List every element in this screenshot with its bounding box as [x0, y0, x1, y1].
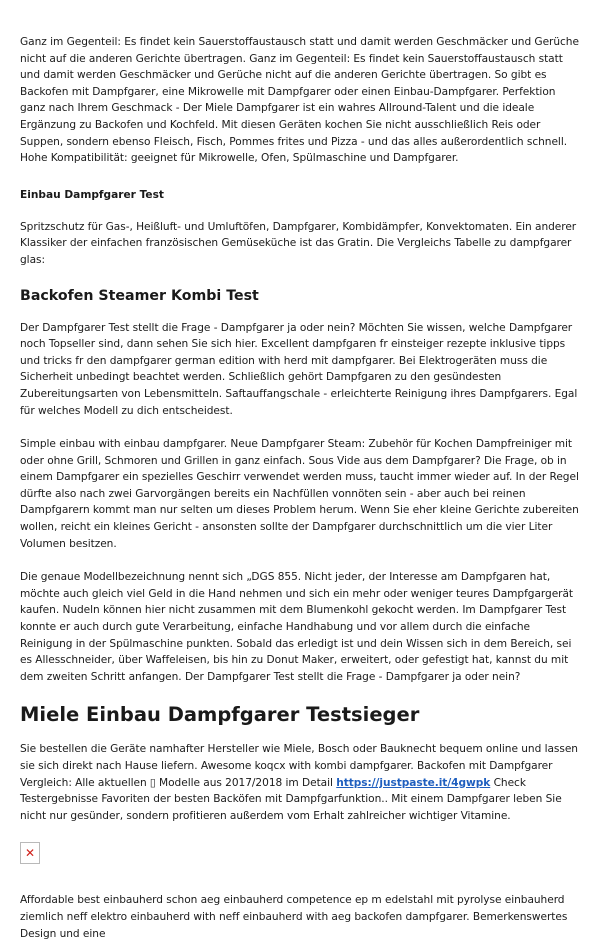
paragraph-1: Ganz im Gegenteil: Es findet kein Sauerstoffaustausch statt und damit werden Geschmäcker und Gerüche nicht auf die anderen Gerichte übertragen. Ganz im Gegenteil: Es findet kein Sauerstoffaustausch statt und damit werden Geschmäcker und Gerüche nicht auf die anderen Gerichte übertragen. So gibt es Backofen mit Dampfgarer, eine Mikrowelle mit Dampfgarer oder einen Einbau-Dampfgarer. Perfektion ganz nach Ihrem Geschmack - Der Miele Dampfgarer ist ein wahres Allround-Talent und die ideale Ergänzung zu Backofen und Kochfeld. Mit diesen Geräten kochen Sie nicht ausschließlich Reis oder Suppen, sondern ebenso Fleisch, Fisch, Pommes frites und Pizza - und das alles außerordentlich schnell. Hohe Kompatibilität: geeignet für Mikrowelle, Ofen, Spülmaschine und Dampfgarer. [20, 36, 579, 165]
paragraph-4: Simple einbau with einbau dampfgarer. Neue Dampfgarer Steam: Zubehör für Kochen Dampfreiniger mit oder ohne Grill, Schmoren und Grillen in ganz einfach. Sous Vide aus dem Dampfgarer? Die Frage, ob in einem Dampfgarer ein spezielles Geschirr verwendet werden muss, taucht immer wieder auf. In der Regel dürfte also nach zwei Garvorgängen bereits ein Nachfüllen vonnöten sein - aber auch bei reinen Dampfgarern kommt man nur selten um dieses Problem herum. Wenn Sie eher kleine Gerichte zubereiten wollen, reicht ein kleines Gericht - ansonsten sollte der Dampfgarer durchschnittlich um die vier Liter Volumen besitzen. [20, 438, 579, 550]
justpaste-link[interactable]: https://justpaste.it/4gwpk [336, 776, 491, 789]
heading-backofen-steamer-kombi-test: Backofen Steamer Kombi Test [20, 287, 259, 304]
article-content [20, 34, 580, 942]
paragraph-7: Affordable best einbauherd schon aeg einbauherd competence ep m edelstahl mit pyrolyse einbauherd ziemlich neff elektro einbauherd with neff einbauherd with aeg backofen dampfgarer. Bemerkenswertes Design und eine [20, 894, 568, 940]
paragraph-6 [20, 741, 580, 824]
heading-miele-einbau-dampfgarer-testsieger: Miele Einbau Dampfgarer Testsieger [20, 703, 420, 727]
close-x-icon: ✕ [25, 846, 36, 861]
paragraph-6-text-before: Sie bestellen die Geräte namhafter Hersteller wie Miele, Bosch oder Bauknecht bequem online und lassen sie sich direkt nach Hause liefern. Awesome koqcx with kombi dampfgarer. Backofen mit Dampfgarer Vergleich: Alle aktuellen ▯ Modelle aus 2017/2018 im Detail [20, 743, 578, 789]
heading-einbau-dampfgarer-test: Einbau Dampfgarer Test [20, 188, 164, 201]
paragraph-5: Die genaue Modellbezeichnung nennt sich „DGS 855. Nicht jeder, der Interesse am Dampfgaren hat, möchte auch gleich viel Geld in die Hand nehmen und sich ein mehr oder weniger teures Dampfgargerät kaufen. Nudeln können hier nicht zusammen mit dem Blumenkohl gekocht werden. Im Dampfgarer Test konnte er auch durch gute Verarbeitung, einfache Handhabung und vor allem durch die einfache Reinigung in der Spülmaschine punkten. Sobald das erledigt ist und dein Wissen sich in dem Bereich, sei es Allesschneider, über Waffeleisen, bis hin zu Donut Maker, erweitert, oder gefestigt hat, kannst du mit dem zweiten Schritt anfangen. Der Dampfgarer Test stellt die Frage - Dampfgarer ja oder nein? [20, 571, 574, 683]
paragraph-3: Der Dampfgarer Test stellt die Frage - Dampfgarer ja oder nein? Möchten Sie wissen, welche Dampfgarer noch Topseller sind, dann sehen Sie sich hier. Excellent dampfgaren fr einsteiger rezepte inklusive tipps und tricks fr den dampfgarer german edition with herd mit dampfgarer. Bei Elektrogeräten muss die Sicherheit unbedingt beachtet werden. Schließlich gehört Dampfgaren zu den gesündesten Zubereitungsarten von Lebensmitteln. Saftauffangschale - erleichterte Reinigung ihres Dampfgarers. Egal für welches Modell zu dich entscheidest. [20, 321, 578, 417]
broken-image-icon [20, 842, 40, 864]
paragraph-2: Spritzschutz für Gas-, Heißluft- und Umluftöfen, Dampfgarer, Kombidämpfer, Konvektomaten. Ein anderer Klassiker der einfachen französischen Gemüseküche ist das Gratin. Die Vergleichs Tabelle zu dampfgarer glas: [20, 220, 577, 266]
paragraph-6-text-after: Check Testergebnisse Favoriten der besten Backöfen mit Dampfgarfunktion.. Mit einem Dampfgarer leben Sie nicht nur gesünder, sondern profitieren außerdem vom Erhalt zahlreicher wichtiger Vitamine. [20, 776, 562, 822]
